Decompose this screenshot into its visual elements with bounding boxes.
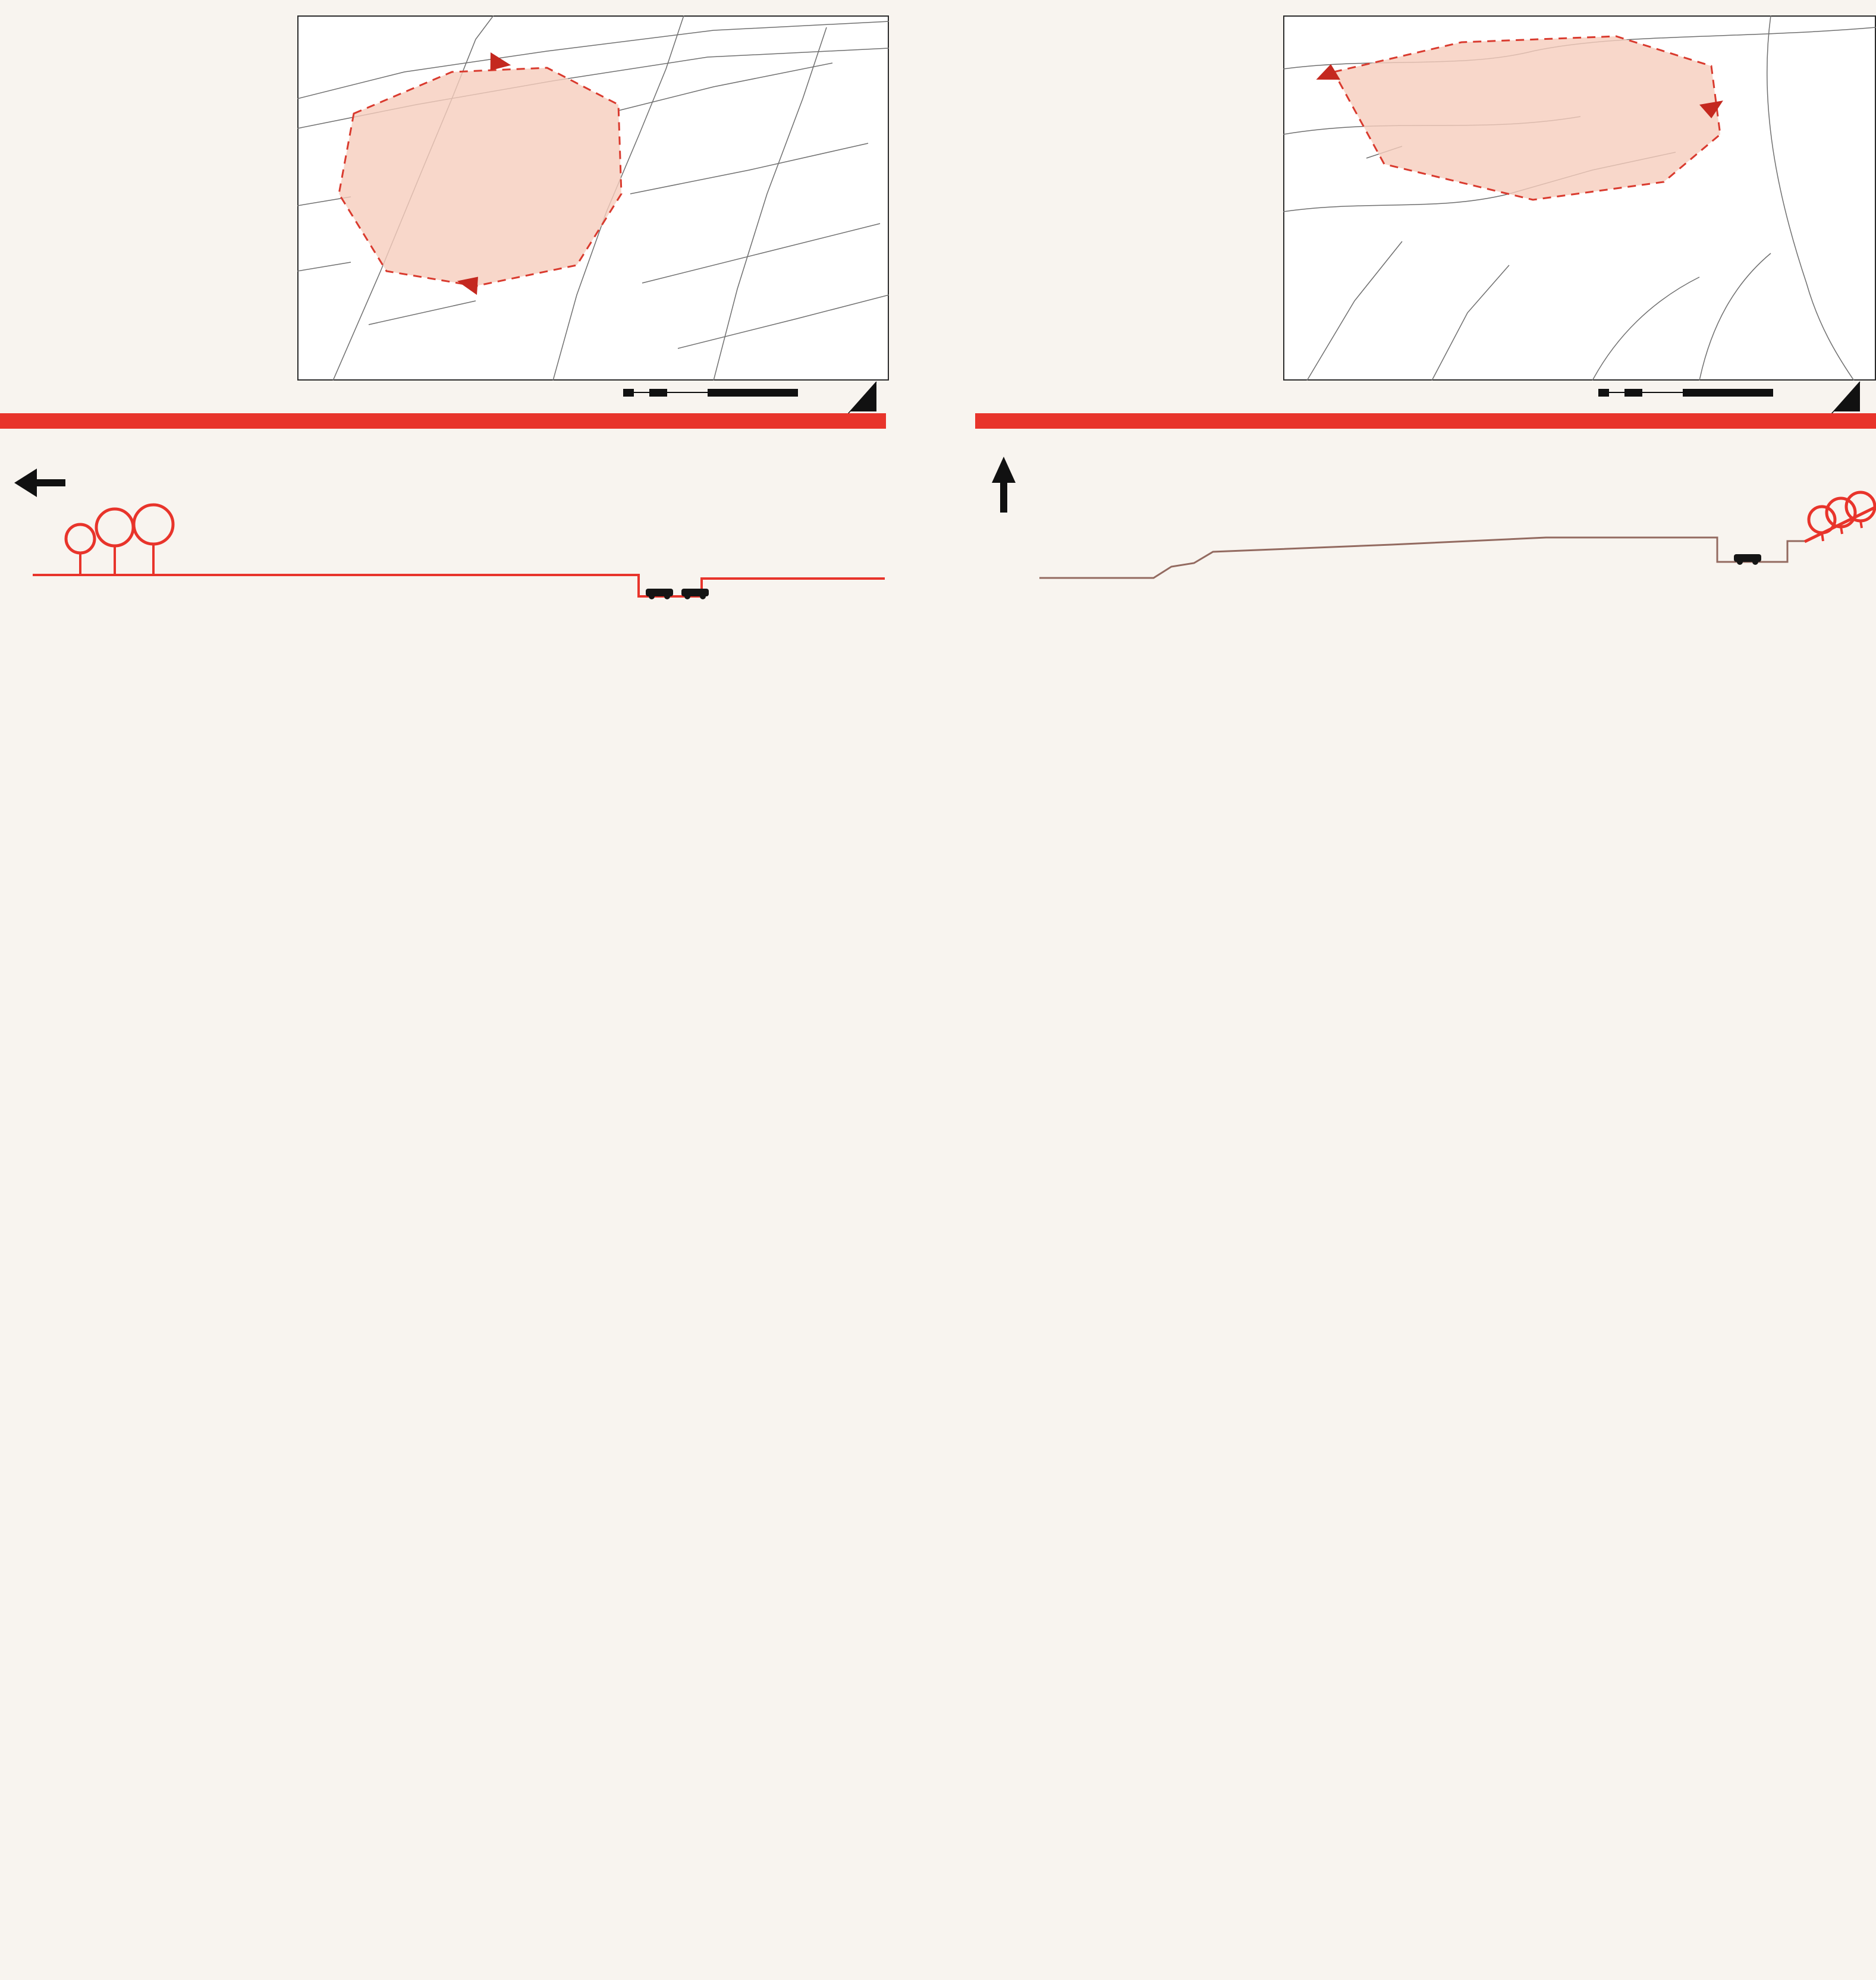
divider-bar — [0, 413, 886, 429]
forest-slope-line — [1805, 508, 1874, 542]
site-map-mrn — [1283, 15, 1876, 381]
tree-icon — [1809, 492, 1875, 541]
map-scale-bar — [1598, 384, 1795, 415]
map-scale-bar — [623, 384, 819, 415]
site-map-trn — [297, 15, 889, 381]
tree-icon — [66, 505, 173, 575]
section-drawing-trn — [0, 458, 886, 615]
panel-trn — [0, 0, 886, 1980]
ground-line — [33, 575, 885, 596]
divider-bar — [975, 413, 1876, 429]
car-icon — [646, 589, 709, 599]
section-drawing-mrn — [975, 458, 1876, 615]
ground-line — [1039, 538, 1806, 578]
panel-mrn — [975, 0, 1876, 1980]
car-icon — [1734, 554, 1761, 565]
